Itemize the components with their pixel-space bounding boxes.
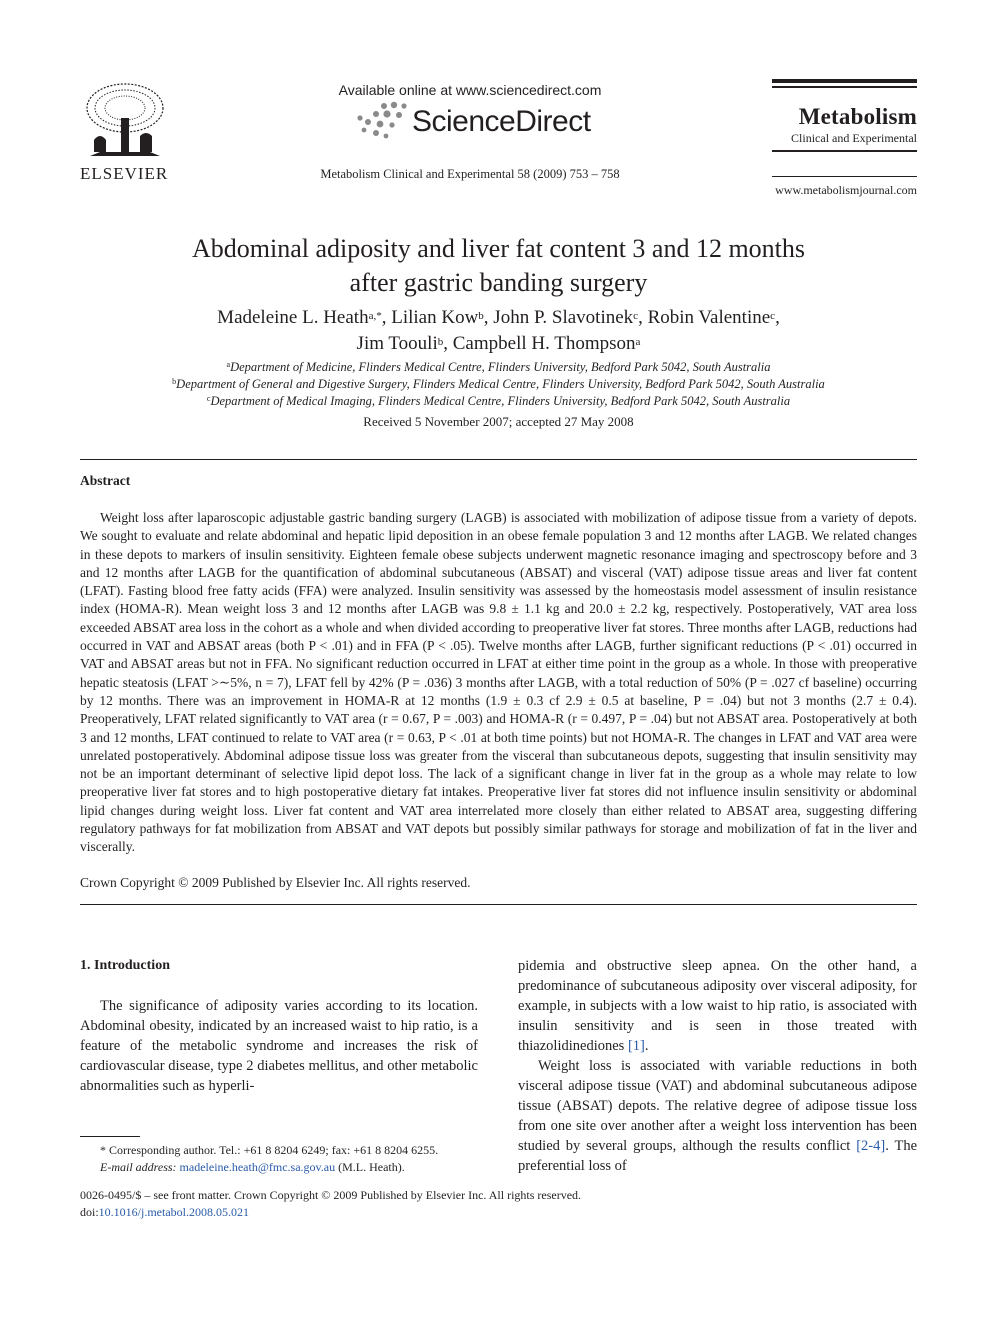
affiliation xyxy=(80,377,917,392)
issn-block xyxy=(80,1187,780,1221)
section-divider xyxy=(80,904,917,905)
sciencedirect-dots-icon xyxy=(354,100,410,146)
paragraph xyxy=(518,956,917,1056)
title-line: Abdominal adiposity and liver fat content 3 and 12 months xyxy=(191,234,806,263)
abstract-copyright: Crown Copyright © 2009 Published by Elsevier Inc. All rights reserved. xyxy=(80,875,471,890)
sciencedirect-wordmark: ScienceDirect xyxy=(412,105,591,138)
corresponding-author-note: * Corresponding author. Tel.: +61 8 8204 6249; fax: +61 8 8204 6255. xyxy=(100,1143,439,1157)
author-name[interactable]: Madeleine L. Heath xyxy=(217,307,369,328)
masthead-rule xyxy=(772,176,917,177)
doi-link[interactable]: 10.1016/j.metabol.2008.05.021 xyxy=(98,1205,249,1219)
issn-line: 0026-0495/$ – see front matter. Crown Copyright © 2009 Published by Elsevier Inc. All rights reserved. xyxy=(80,1188,582,1202)
paragraph-text: pidemia and obstructive sleep apnea. On the other hand, a predominance of subcutaneous adiposity over visceral adiposity, for example, in subjects with a low waist to hip ratio, is associated with insulin sensitivity and is seen in those treated with thiazolidinediones xyxy=(518,958,917,1054)
author-affiliation-mark: b xyxy=(478,310,484,322)
paragraph-text: Weight loss is associated with variable reductions in both visceral adipose tissue (VAT) and abdominal subcutaneous adipose tissue (ABSAT) depots. The relative degree of adipose tissue loss from one site over another after a weight loss intervention has been studied by several groups, although the results conflict xyxy=(518,1058,917,1154)
author-separator: , xyxy=(775,307,780,328)
author-separator: , xyxy=(483,307,494,328)
doi-label: doi: xyxy=(80,1205,99,1219)
abstract-heading: Abstract xyxy=(80,473,131,488)
elsevier-tree-logo xyxy=(80,80,170,160)
email-label: E-mail address: xyxy=(100,1160,180,1174)
author-affiliation-mark: c xyxy=(770,310,776,322)
intro-right-column xyxy=(518,956,917,1176)
affiliation-mark: c xyxy=(206,394,211,403)
author-name[interactable]: Robin Valentine xyxy=(647,307,771,328)
author-list xyxy=(80,305,917,357)
intro-heading: 1. Introduction xyxy=(80,958,170,973)
paragraph: The significance of adiposity varies according to its location. Abdominal obesity, indicated by an increased waist to hip ratio, is a feature of the metabolic syndrome and increases the risk of cardiovascular disease, type 2 diabetes mellitus, and other metabolic abnormalities such as hyperli- xyxy=(80,998,478,1094)
email-link[interactable]: madeleine.heath@fmc.sa.gov.au xyxy=(179,1160,336,1174)
paragraph xyxy=(518,1056,917,1176)
author-name[interactable]: Campbell H. Thompson xyxy=(452,333,636,354)
email-note xyxy=(80,1159,480,1176)
affiliation xyxy=(80,360,917,375)
masthead-rule xyxy=(772,150,917,152)
intro-left-column xyxy=(80,996,478,1096)
email-suffix: (M.L. Heath). xyxy=(335,1160,405,1174)
publisher-name: ELSEVIER xyxy=(80,164,169,183)
author-line xyxy=(80,305,917,331)
author-line xyxy=(80,331,917,357)
citation-link[interactable]: [2-4] xyxy=(856,1138,886,1154)
citation-link[interactable]: [1] xyxy=(627,1038,645,1054)
affiliation-text: Department of General and Digestive Surgery, Flinders Medical Centre, Flinders University, Bedford Park 5042, South Australia xyxy=(176,377,825,391)
affiliation xyxy=(80,394,917,409)
footnote-rule xyxy=(80,1136,140,1137)
doi-line xyxy=(80,1204,780,1221)
journal-url-link[interactable]: www.metabolismjournal.com xyxy=(775,183,917,197)
author-separator: , xyxy=(381,307,392,328)
author-name[interactable]: Jim Toouli xyxy=(356,333,438,354)
author-separator: , xyxy=(638,307,648,328)
author-separator: , xyxy=(443,333,453,354)
affiliation-mark: a xyxy=(226,360,231,369)
received-dates: Received 5 November 2007; accepted 27 May 2008 xyxy=(363,414,634,429)
journal-subtitle: Clinical and Experimental xyxy=(791,131,917,145)
sciencedirect-logo xyxy=(354,100,594,146)
available-online-text[interactable]: Available online at www.sciencedirect.com xyxy=(338,82,602,98)
author-name[interactable]: Lilian Kow xyxy=(391,307,479,328)
article-title xyxy=(80,232,917,300)
masthead-rule xyxy=(772,86,917,88)
title-line: after gastric banding surgery xyxy=(349,268,648,297)
author-affiliation-mark: c xyxy=(633,310,639,322)
masthead-rule xyxy=(772,79,917,83)
journal-name: Metabolism xyxy=(798,104,917,129)
author-affiliation-mark: a xyxy=(635,336,641,348)
author-affiliation-mark: a,* xyxy=(368,310,382,322)
footnote xyxy=(80,1142,480,1176)
abstract-body: Weight loss after laparoscopic adjustable gastric banding surgery (LAGB) is associated with mobilization of adipose tissue from a variety of depots. We sought to evaluate and relate abdominal and hepatic lipid deposition in an obese female population 3 and 12 months after LAGB. We related changes in these depots to markers of insulin sensitivity. Eighteen female obese subjects underwent magnetic resonance imaging and spectroscopy before and 3 and 12 months after LAGB for the quantification of abdominal subcutaneous (ABSAT) and visceral (VAT) adipose tissue areas and liver fat content (LFAT). Fasting blood free fatty acids (FFA) were analyzed. Insulin sensitivity was assessed by the homeostasis model assessment of insulin resistance index (HOMA-R). Mean weight loss 3 and 12 months after LAGB was 9.8 ± 1.1 kg and 20.0 ± 2.2 kg, respectively. Postoperatively, VAT area loss exceeded ABSAT area loss in the cohort as a whole and when divided according to preoperative liver fat stores. Three months after LAGB, reductions had occurred in VAT and ABSAT areas (both P < .01) and in FFA (P < .05). Twelve months after LAGB, further significant reductions (P < .01) occurred in VAT and ABSAT areas but not in FFA. No significant reduction occurred in LFAT at either time point in the group as a whole. In those with preoperative hepatic steatosis (LFAT >∼5%, n = 7), LFAT fell by 42% (P = .036) 3 months after LAGB, with a total reduction of 50% (P = .027 cf baseline) occurring by 12 months. There was an improvement in HOMA-R at 12 months (1.9 ± 0.3 cf 2.9 ± 0.5 at baseline, P = .04) but not 3 months (2.7 ± 0.4). Preoperatively, LFAT related significantly to VAT area (r = 0.67, P = .003) and HOMA-R (r = 0.497, P = .04) but not ABSAT area. Postoperatively at both 3 and 12 months, LFAT continued to relate to VAT area (r = 0.63, P < .01 at both time points) but not HOMA-R. The changes in LFAT and VAT area were unrelated postoperatively. Abdominal adipose tissue loss was greater from the visceral than subcutaneous depots, suggesting that insulin sensitivity may not be an important determinant of selective lipid depot loss. The lack of a significant change in liver fat in the group as a whole may relate to low preoperative liver fat stores and to high postoperative dietary fat intakes. Preoperative liver fat stores did not influence insulin sensitivity or abdominal lipid changes during weight loss. Liver fat content and VAT area interrelated more closely than either related to ABSAT area, suggesting differing regulatory pathways for fat mobilization from ABSAT and VAT depots but possibly similar pathways for storage and mobilization of fat in the liver and viscerally. xyxy=(80,510,917,855)
author-name[interactable]: John P. Slavotinek xyxy=(493,307,634,328)
journal-citation: Metabolism Clinical and Experimental 58 (2009) 753 – 758 xyxy=(320,167,620,181)
affiliation-text: Department of Medicine, Flinders Medical Centre, Flinders University, Bedford Park 5042, South Australia xyxy=(230,360,771,374)
author-affiliation-mark: b xyxy=(437,336,444,348)
affiliation-text: Department of Medical Imaging, Flinders Medical Centre, Flinders University, Bedford Park 5042, South Australia xyxy=(210,394,791,408)
paragraph-text: . xyxy=(644,1038,649,1054)
affiliation-mark: b xyxy=(172,377,177,386)
paragraph-text: . The preferential loss of xyxy=(518,1138,918,1174)
section-divider xyxy=(80,459,917,460)
